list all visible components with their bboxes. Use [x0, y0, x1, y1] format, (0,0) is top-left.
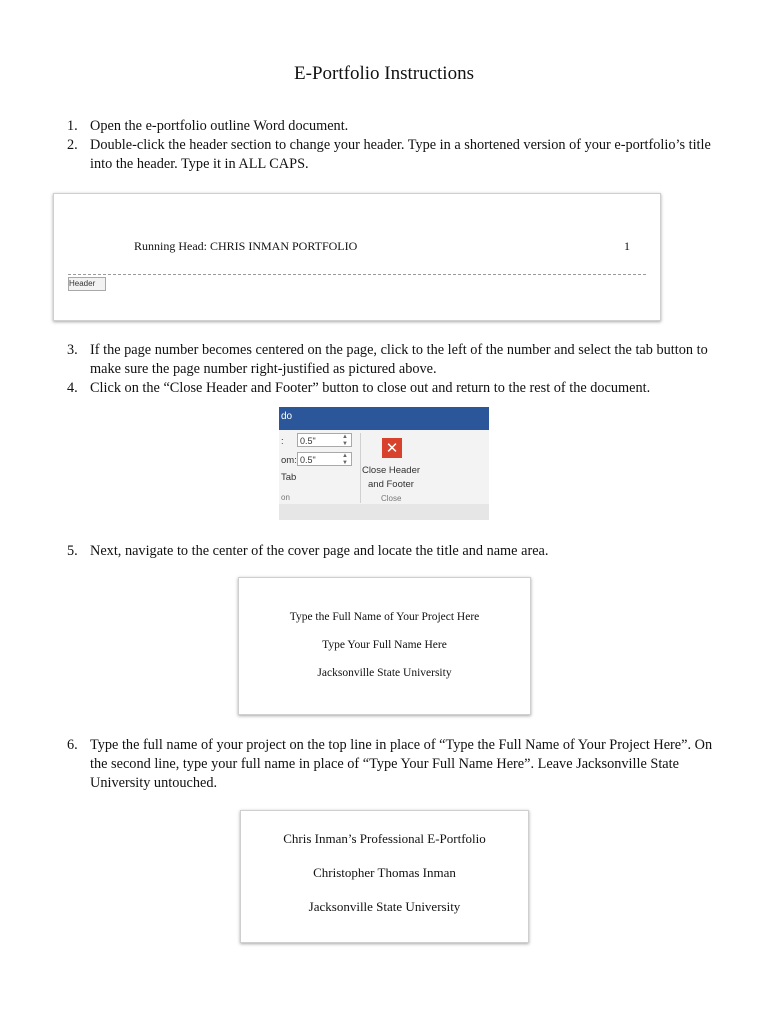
document-title: E-Portfolio Instructions — [294, 63, 474, 84]
steps-list-a — [0, 117, 730, 174]
cover-example-screenshot — [240, 810, 529, 943]
steps-list-c — [0, 542, 730, 561]
step-1 — [0, 117, 730, 136]
header-tag: Header — [68, 277, 106, 291]
cover-title-placeholder: Type the Full Name of Your Project Here — [289, 611, 480, 623]
step-number: 1. — [67, 118, 78, 134]
step-6 — [0, 736, 730, 793]
example-university: Jacksonville State University — [308, 899, 461, 914]
step-text: Click on the “Close Header and Footer” button to close out and return to the rest of the document. — [90, 380, 651, 396]
example-project-title: Chris Inman’s Professional E-Portfolio — [283, 831, 486, 846]
running-head-text: Running Head: CHRIS INMAN PORTFOLIO — [134, 239, 358, 253]
step-4 — [0, 379, 730, 398]
close-group-label: Close — [381, 494, 402, 503]
header-boundary-line — [68, 274, 646, 275]
step-number: 2. — [67, 137, 78, 153]
steps-list-d — [0, 736, 730, 793]
step-text: Type the full name of your project on the top line in place of “Type the Full Name of Your Project Here”. On the second line, type your full name in place of “Type Your Full Name Here”. Leave Jacksonville State University untouched. — [90, 737, 713, 791]
header-screenshot — [53, 193, 661, 321]
step-number: 5. — [67, 543, 78, 559]
steps-list-b — [0, 341, 730, 398]
position-group-label: on — [281, 493, 290, 502]
cover-name-placeholder: Type Your Full Name Here — [322, 639, 447, 651]
step-5 — [0, 542, 730, 561]
step-text: Next, navigate to the center of the cover page and locate the title and name area. — [90, 543, 549, 559]
page-number: 1 — [624, 239, 630, 253]
header-from-top-label: : — [281, 436, 284, 447]
spin-arrows-icon[interactable]: ▲ ▼ — [342, 453, 348, 466]
ribbon-screenshot — [279, 407, 489, 520]
example-full-name: Christopher Thomas Inman — [313, 865, 456, 880]
ribbon-tab-label: do — [281, 411, 293, 422]
cover-university: Jacksonville State University — [317, 667, 452, 679]
ribbon-tab-bar — [279, 407, 489, 430]
step-2 — [0, 136, 730, 174]
close-x-icon[interactable]: ✕ — [382, 438, 402, 458]
step-3 — [0, 341, 730, 379]
step-text: Open the e-portfolio outline Word document. — [90, 118, 349, 134]
cover-template-screenshot — [238, 577, 531, 715]
ribbon-footer — [279, 504, 489, 520]
close-header-footer-button[interactable]: Close Header and Footer — [361, 465, 421, 490]
spin-arrows-icon[interactable]: ▲ ▼ — [342, 434, 348, 447]
insert-tab-button[interactable]: Tab — [281, 472, 297, 483]
footer-from-bottom-input[interactable]: 0.5" ▲ ▼ — [297, 452, 352, 466]
footer-from-bottom-label: om: — [281, 455, 297, 466]
step-text: If the page number becomes centered on the page, click to the left of the number and select the tab button to make sure the page number right-justified as pictured above. — [90, 342, 708, 377]
step-text: Double-click the header section to change your header. Type in a shortened version of your e-portfolio’s title into the header. Type it in ALL CAPS. — [90, 137, 711, 172]
step-number: 4. — [67, 380, 78, 396]
step-number: 6. — [67, 737, 78, 753]
step-number: 3. — [67, 342, 78, 358]
header-from-top-input[interactable]: 0.5" ▲ ▼ — [297, 433, 352, 447]
